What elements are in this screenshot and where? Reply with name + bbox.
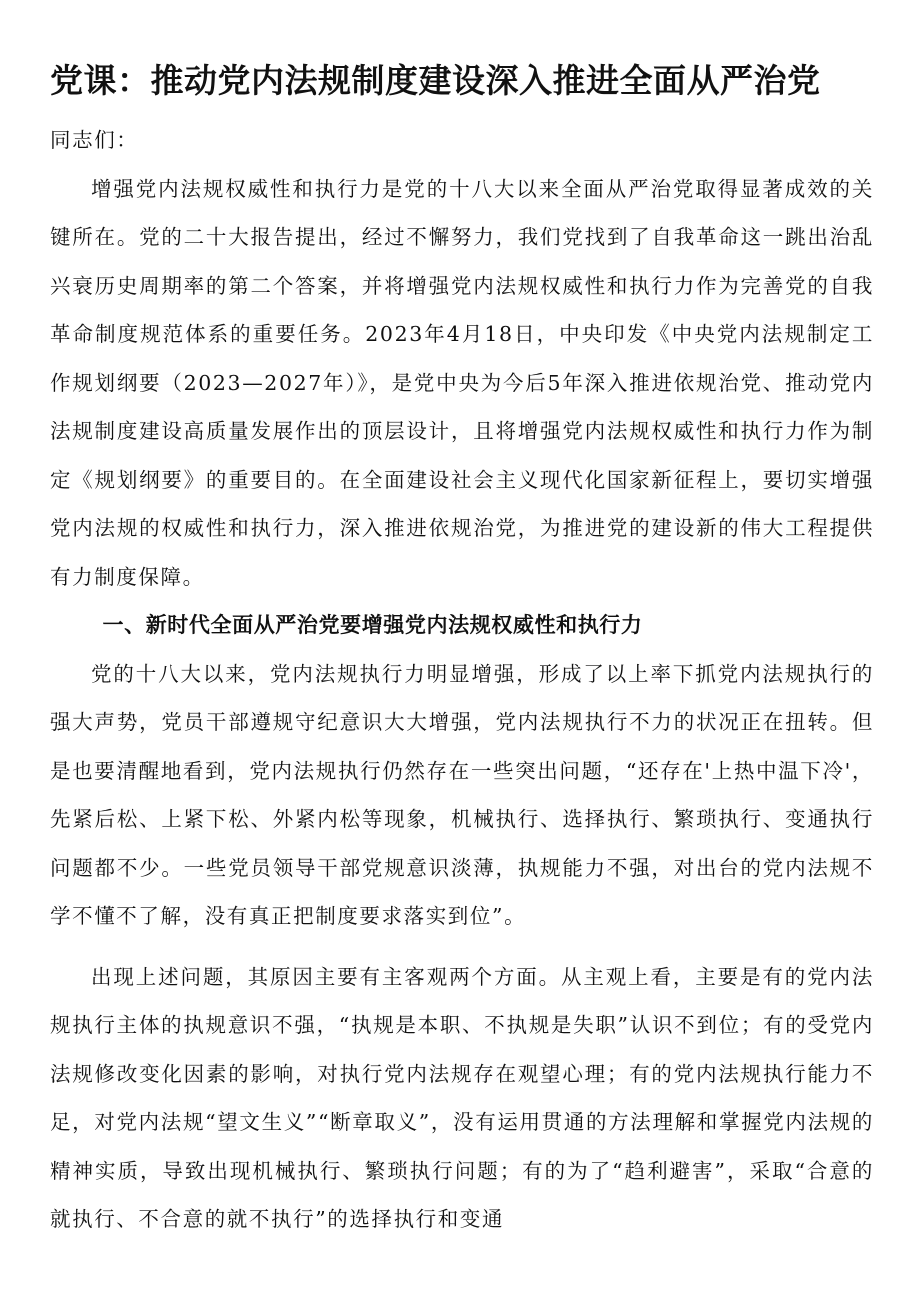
salutation: 同志们： [50,128,139,152]
section1-paragraph-1: 党的十八大以来，党内法规执行力明显增强，形成了以上率下抓党内法规执行的强大声势，党员干部遵规守纪意识大大增强，党内法规执行不力的状况正在扭转。但是也要清醒地看到，党内法规执行仍然存在一些突出问题，“还存在'上热中温下冷'，先紧后松、上紧下松、外紧内松等现象，机械执行、选择执行、繁琐执行、变通执行问题都不少。一些党员领导干部党规意识淡薄，执规能力不强，对出台的党内法规不学不懂不了解，没有真正把制度要求落实到位”。 [50,661,874,928]
document-title: 党课：推动党内法规制度建设深入推进全面从严治党 [50,61,821,100]
section1-paragraph-2: 出现上述问题，其原因主要有主客观两个方面。从主观上看，主要是有的党内法规执行主体的执规意识不强，“执规是本职、不执规是失职”认识不到位；有的受党内法规修改变化因素的影响，对执行党内法规存在观望心理；有的党内法规执行能力不足，对党内法规“望文生义”“断章取义”，没有运用贯通的方法理解和掌握党内法规的精神实质，导致出现机械执行、繁琐执行问题；有的为了“趋利避害”，采取“合意的就执行、不合意的就不执行”的选择执行和变通 [50,964,874,1231]
section-heading-1: 一、新时代全面从严治党要增强党内法规权威性和执行力 [102,613,643,637]
document-body [50,116,874,1244]
intro-paragraph: 增强党内法规权威性和执行力是党的十八大以来全面从严治党取得显著成效的关键所在。党的二十大报告提出，经过不懈努力，我们党找到了自我革命这一跳出治乱兴衰历史周期率的第二个答案，并将增强党内法规权威性和执行力作为完善党的自我革命制度规范体系的重要任务。2023年4月18日，中央印发《中央党内法规制定工作规划纲要（2023—2027年）》，是党中央为今后5年深入推进依规治党、推动党内法规制度建设高质量发展作出的顶层设计，且将增强党内法规权威性和执行力作为制定《规划纲要》的重要目的。在全面建设社会主义现代化国家新征程上，要切实增强党内法规的权威性和执行力，深入推进依规治党，为推进党的建设新的伟大工程提供有力制度保障。 [50,176,874,589]
